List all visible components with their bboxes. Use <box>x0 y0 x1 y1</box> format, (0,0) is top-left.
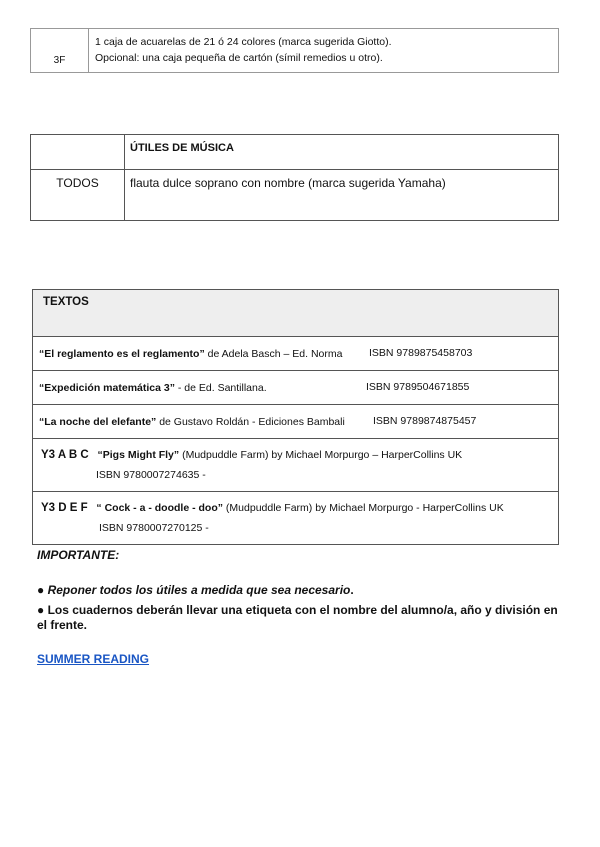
class-group: Y3 D E F <box>41 502 88 514</box>
texts-heading: TEXTOS <box>33 290 559 337</box>
book-info: (Mudpuddle Farm) by Michael Morpurgo - HarperCollins UK <box>223 502 504 514</box>
book-info: de Gustavo Roldán - Ediciones Bambali <box>156 415 345 428</box>
summer-reading-link[interactable]: SUMMER READING <box>37 652 150 666</box>
book-info: de Adela Basch – Ed. Norma <box>204 347 343 360</box>
book-row <box>33 405 559 439</box>
grade-code: 3F <box>31 29 89 73</box>
book-row <box>33 337 559 371</box>
english-book-row <box>33 439 559 492</box>
music-item: flauta dulce soprano con nombre (marca sugerida Yamaha) <box>125 170 559 221</box>
book-title: “ Cock - a - doodle - doo” <box>96 502 224 514</box>
book-title: “Expedición matemática 3” <box>39 381 175 394</box>
music-header-empty <box>31 135 125 170</box>
bullet-icon: ● <box>37 603 45 617</box>
book-isbn: ISBN 9789874875457 <box>373 415 477 427</box>
music-table <box>30 134 559 221</box>
book-row <box>33 371 559 405</box>
texts-table <box>32 289 559 545</box>
supplies-line-1: 1 caja de acuarelas de 21 ó 24 colores (marca sugerida Giotto). <box>95 36 392 48</box>
book-isbn: ISBN 9780007270125 - <box>99 522 209 534</box>
book-isbn: ISBN 9789875458703 <box>369 347 473 359</box>
book-info: (Mudpuddle Farm) by Michael Morpurgo – HarperCollins UK <box>179 449 463 461</box>
english-book-row <box>33 492 559 545</box>
important-heading: IMPORTANTE: <box>37 548 120 562</box>
bullet-text: Reponer todos los útiles a medida que sea necesario <box>47 583 351 597</box>
music-group: TODOS <box>31 170 125 221</box>
book-title: “Pigs Might Fly” <box>97 449 180 461</box>
bullet-text: Los cuadernos deberán llevar una etiqueta con el nombre del alumno/a, año y división en el frente. <box>37 603 558 632</box>
music-heading: ÚTILES DE MÚSICA <box>125 135 559 170</box>
book-info: - de Ed. Santillana. <box>174 381 267 394</box>
book-title: “La noche del elefante” <box>39 415 157 428</box>
bullet-icon: ● <box>37 583 45 597</box>
bullet-item <box>37 583 354 597</box>
class-group: Y3 A B C <box>41 449 89 461</box>
bullet-item <box>37 603 567 633</box>
supplies-line-2: Opcional: una caja pequeña de cartón (símil remedios u otro). <box>95 52 383 64</box>
bullet-end: . <box>350 583 354 597</box>
book-isbn: ISBN 9789504671855 <box>366 381 470 393</box>
book-isbn: ISBN 9780007274635 - <box>96 469 206 481</box>
book-title: “El reglamento es el reglamento” <box>39 347 205 360</box>
supplies-table <box>30 28 559 73</box>
supplies-cell <box>89 29 559 73</box>
